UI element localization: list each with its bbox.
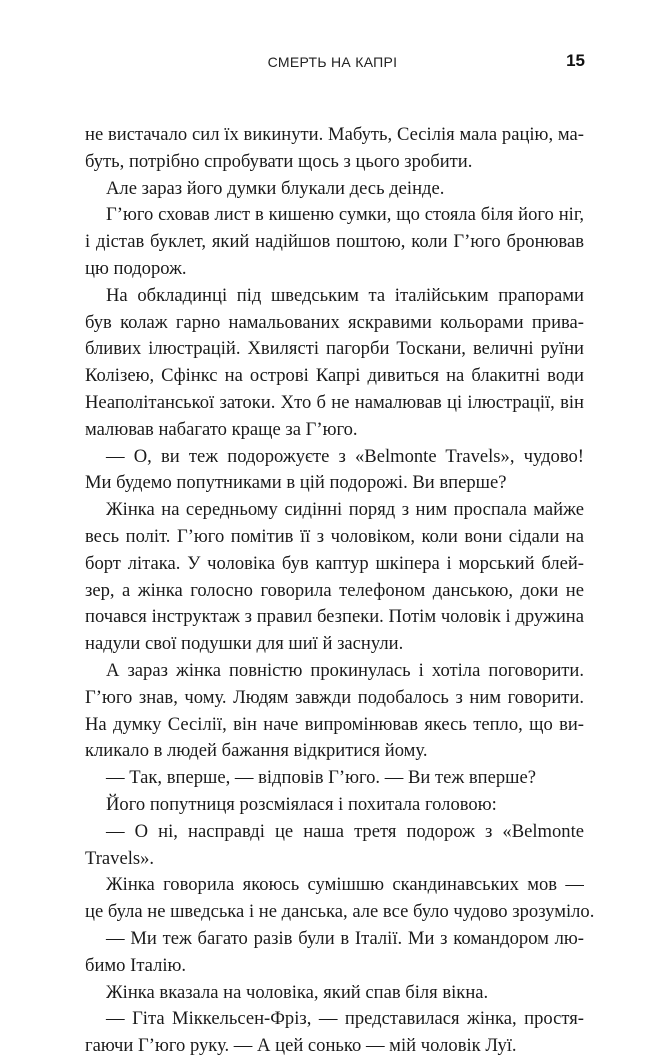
- running-title: СМЕРТЬ НА КАПРІ: [267, 54, 398, 70]
- text-line: — Ми теж багато разів були в Італії. Ми з командором лю-: [106, 927, 584, 949]
- text-line: бливих ілюстрацій. Хвилясті пагорби Тоскани, величні руїни: [85, 338, 584, 360]
- text-line: надули свої подушки для шиї й заснули.: [85, 633, 404, 655]
- paragraph: [85, 926, 584, 980]
- text-line: бимо Італію.: [85, 954, 187, 976]
- text-line: весь політ. Г’юго помітив її з чоловіком, коли вони сідали на: [85, 525, 584, 547]
- text-line: — О, ви теж подорожуєте з «Belmonte Travels», чудово!: [106, 445, 584, 467]
- paragraph: [85, 444, 584, 498]
- paragraph: [85, 202, 584, 282]
- paragraph: [85, 658, 584, 765]
- text-line: — О ні, насправді це наша третя подорож з «Belmonte: [106, 820, 584, 842]
- text-line: гаючи Г’юго руку. — А цей сонько — мій чоловік Луї.: [85, 1035, 517, 1057]
- text-line: На думку Сесілії, він наче випромінював якесь тепло, що ви-: [85, 713, 584, 735]
- page-number: 15: [566, 51, 585, 70]
- text-line: борт літака. У чоловіка був каптур шкіпера і морський блей-: [85, 552, 584, 574]
- text-line: Ми будемо попутниками в цій подорожі. Ви вперше?: [85, 472, 507, 494]
- text-line: буть, потрібно спробувати щось з цього зробити.: [85, 150, 473, 172]
- paragraph: [85, 980, 584, 1007]
- text-line: Travels».: [85, 847, 155, 869]
- paragraph: [85, 497, 584, 658]
- text-line: цю подорож.: [85, 257, 187, 279]
- paragraph: [85, 1006, 584, 1060]
- text-line: Неаполітанської затоки. Хто б не намалював ці ілюстрації, він: [85, 391, 584, 413]
- text-line: Г’юго сховав лист в кишеню сумки, що стояла біля його ніг,: [106, 204, 584, 226]
- paragraph: [85, 176, 584, 203]
- text-line: зер, а жінка голосно говорила телефоном данською, доки не: [85, 579, 584, 601]
- text-line: і дістав буклет, який надійшов поштою, коли Г’юго бронював: [85, 231, 584, 253]
- text-line: Але зараз його думки блукали десь деінде.: [106, 177, 445, 199]
- paragraph: [85, 765, 584, 792]
- text-line: був колаж гарно намальованих яскравими кольорами прива-: [85, 311, 584, 333]
- text-line: Жінка говорила якоюсь сумішшю скандинавських мов —: [106, 874, 584, 896]
- text-line: А зараз жінка повністю прокинулась і хотіла поговорити.: [106, 659, 584, 681]
- text-line: — Так, вперше, — відповів Г’юго. — Ви теж вперше?: [106, 767, 536, 789]
- text-line: це була не шведська і не данська, але все було чудово зрозуміло.: [85, 901, 595, 923]
- text-line: Г’юго знав, чому. Людям завжди подобалось з ним говорити.: [85, 686, 584, 708]
- text-line: не вистачало сил їх викинути. Мабуть, Сесілія мала рацію, ма-: [85, 124, 584, 145]
- text-line: На обкладинці під шведським та італійським прапорами: [106, 284, 584, 306]
- text-line: почався інструктаж з правил безпеки. Потім чоловік і дружина: [85, 606, 584, 628]
- text-line: Жінка на середньому сидінні поряд з ним проспала майже: [106, 499, 584, 521]
- text-line: кликало в людей бажання відкритися йому.: [85, 740, 428, 762]
- paragraph: [85, 122, 584, 176]
- paragraph: [85, 792, 584, 819]
- paragraph: [85, 872, 595, 926]
- text-line: Його попутниця розсміялася і похитала головою:: [106, 793, 497, 815]
- paragraph: [85, 283, 584, 444]
- text-line: малював набагато краще за Г’юго.: [85, 418, 358, 440]
- paragraph: [85, 819, 584, 873]
- text-line: Жінка вказала на чоловіка, який спав біля вікна.: [106, 981, 489, 1003]
- text-line: — Гіта Міккельсен-Фріз, — представилася жінка, простя-: [106, 1008, 584, 1030]
- body-text: [85, 122, 595, 1060]
- text-line: Колізею, Сфінкс на острові Капрі дивиться на блакитні води: [85, 365, 584, 387]
